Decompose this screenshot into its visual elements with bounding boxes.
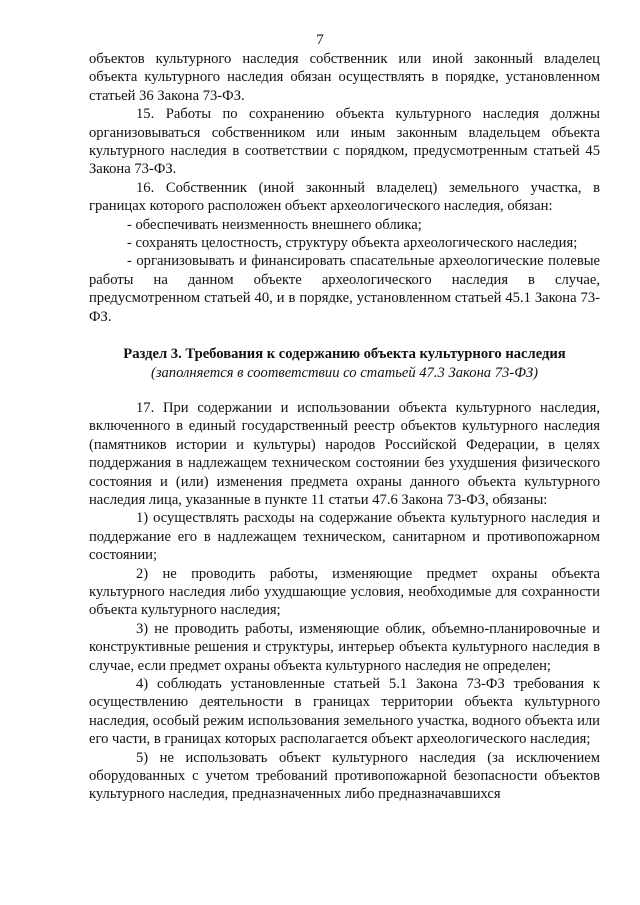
paragraph-item-17: 17. При содержании и использовании объекта культурного наследия, включенного в единый государственный реестр объектов культурного наследия (памятников истории и культуры) народов Российской Федерации, в целях поддержания в надлежащем техническом состоянии без ухудшения физического состояния и (или) изменения предмета охраны данного объекта культурного наследия лица, указанные в пункте 11 статьи 47.6 Закона 73-ФЗ, обязаны: bbox=[89, 399, 600, 508]
list-item: 4) соблюдать установленные статьей 5.1 Закона 73-ФЗ требования к осуществлению деятельности в границах территории объекта культурного наследия, особый режим использования земельного участка, водного объекта или его части, в границах которых располагается объект археологического наследия; bbox=[89, 676, 600, 748]
section-heading: Раздел 3. Требования к содержанию объекта культурного наследия bbox=[123, 346, 566, 363]
section-subheading: (заполняется в соответствии со статьей 47.3 Закона 73-ФЗ) bbox=[150, 364, 539, 381]
list-item: 2) не проводить работы, изменяющие предмет охраны объекта культурного наследия либо ухудшающие условия, необходимые для сохранности объекта культурного наследия; bbox=[89, 565, 600, 619]
list-item: - сохранять целостность, структуру объекта археологического наследия; bbox=[127, 235, 578, 252]
document-body bbox=[89, 50, 600, 804]
list-item: - организовывать и финансировать спасательные археологические полевые работы на данном объекте археологического наследия в случае, предусмотренном статьей 40, и в порядке, установленном статьей 45.1 Закона 73-ФЗ. bbox=[89, 253, 600, 325]
list-item: - обеспечивать неизменность внешнего облика; bbox=[127, 216, 422, 233]
paragraph-continuation: объектов культурного наследия собственник или иной законный владелец объекта культурного наследия обязан осуществлять в порядке, установленном статьей 36 Закона 73-ФЗ. bbox=[89, 51, 600, 104]
paragraph-item-15: 15. Работы по сохранению объекта культурного наследия должны организовываться собственником или иным законным владельцем объекта культурного наследия в соответствии с порядком, предусмотренным статьей 45 Закона 73-ФЗ. bbox=[89, 106, 600, 178]
page-number: 7 bbox=[316, 32, 324, 48]
list-item: 1) осуществлять расходы на содержание объекта культурного наследия и поддержание его в надлежащем техническом, санитарном и противопожарном состоянии; bbox=[89, 510, 600, 564]
list-item: 3) не проводить работы, изменяющие облик, объемно-планировочные и конструктивные решения и структуры, интерьер объекта культурного наследия в случае, если предмет охраны объекта культурного наследия не определен; bbox=[89, 620, 600, 674]
list-item: 5) не использовать объект культурного наследия (за исключением оборудованных с учетом требований противопожарной безопасности объектов культурного наследия, предназначенных либо предназначавшихся bbox=[89, 749, 600, 803]
spacer bbox=[89, 326, 600, 345]
paragraph-item-16: 16. Собственник (иной законный владелец) земельного участка, в границах которого расположен объект археологического наследия, обязан: bbox=[89, 179, 600, 215]
spacer bbox=[89, 382, 600, 399]
